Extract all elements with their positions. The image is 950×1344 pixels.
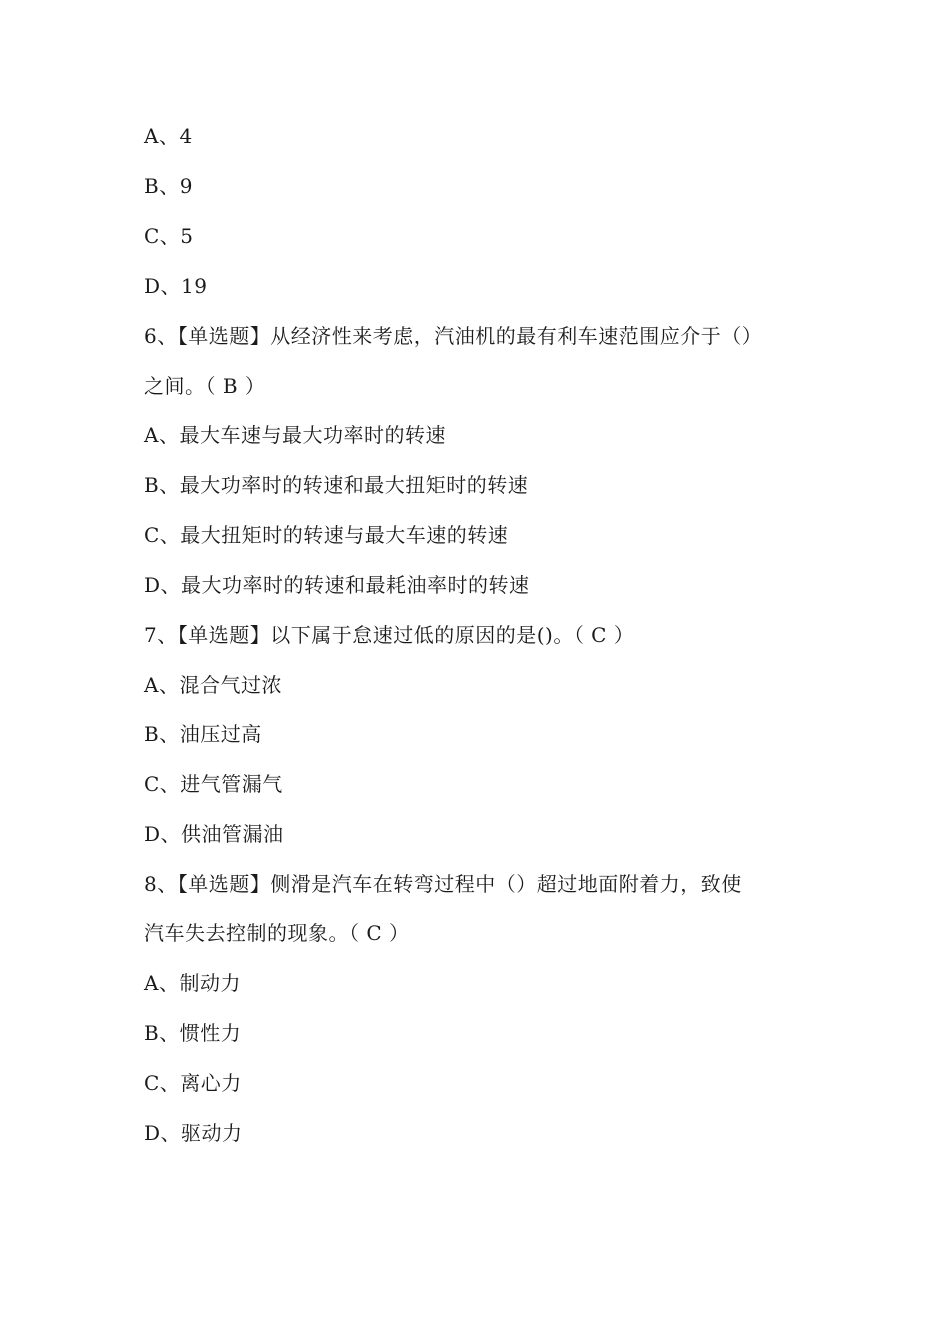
q5-option-d: D、19 [144, 274, 208, 298]
q8-option-c: C、离心力 [144, 1071, 242, 1095]
q8-stem-line1: 8、【单选题】侧滑是汽车在转弯过程中（）超过地面附着力，致使 [144, 872, 742, 896]
q6-stem-line2: 之间。（ B ） [144, 374, 266, 398]
q6-option-d: D、最大功率时的转速和最耗油率时的转速 [144, 573, 530, 597]
q7-stem-line1: 7、【单选题】以下属于怠速过低的原因的是()。（ C ） [144, 623, 635, 647]
q6-option-b: B、最大功率时的转速和最大扭矩时的转速 [144, 473, 529, 497]
q7-option-c: C、进气管漏气 [144, 772, 283, 796]
q7-option-a: A、混合气过浓 [144, 673, 282, 697]
q8-option-a: A、制动力 [144, 971, 241, 995]
q8-stem-line2: 汽车失去控制的现象。（ C ） [144, 921, 410, 945]
q5-option-b: B、9 [144, 174, 193, 198]
q7-option-b: B、油压过高 [144, 722, 262, 746]
q7-option-d: D、供油管漏油 [144, 822, 284, 846]
q6-option-a: A、最大车速与最大功率时的转速 [144, 423, 446, 447]
q8-option-b: B、惯性力 [144, 1021, 242, 1045]
q6-option-c: C、最大扭矩时的转速与最大车速的转速 [144, 523, 509, 547]
q5-option-a: A、4 [144, 124, 193, 148]
q8-option-d: D、驱动力 [144, 1121, 243, 1145]
q6-stem-line1: 6、【单选题】从经济性来考虑，汽油机的最有利车速范围应介于（） [144, 324, 763, 348]
q5-option-c: C、5 [144, 224, 194, 248]
